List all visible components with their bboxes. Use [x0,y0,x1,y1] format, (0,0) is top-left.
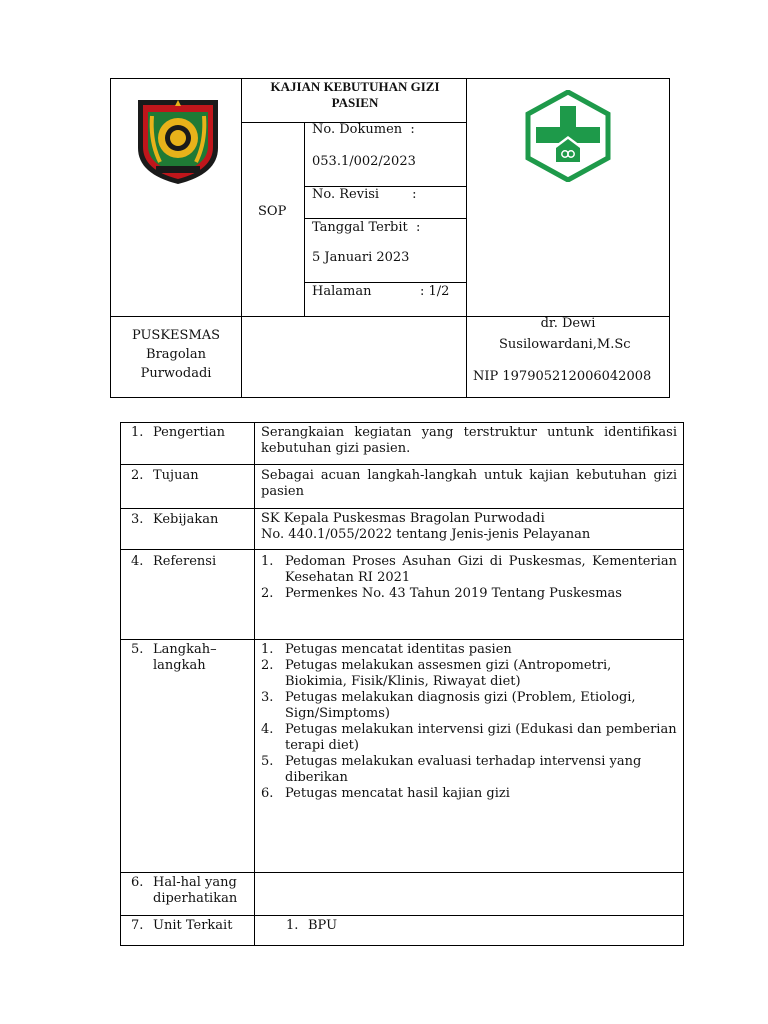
document-title: KAJIAN KEBUTUHAN GIZI PASIEN [270,79,440,110]
section-2-number: 2. [131,468,144,483]
item-text: Petugas melakukan diagnosis gizi (Problem, Etiologi, Sign/Simptoms) [285,690,636,721]
section-6-label-line-2: diperhatikan [153,891,238,906]
list-item [261,586,677,602]
list-item [261,554,677,586]
item-text: Pedoman Proses Asuhan Gizi di Puskesmas, Kementerian Kesehatan RI 2021 [285,554,677,585]
unit-item-text: BPU [308,918,338,933]
section-1-number: 1. [131,425,144,440]
section-5-label-line-1: Langkah– [153,642,217,657]
signer-name-line-1: dr. Dewi [540,316,596,331]
section-2-text: Sebagai acuan langkah-langkah untuk kajian kebutuhan gizi pasien [261,468,677,499]
puskesmas-logo-icon [522,90,614,182]
page-label: Halaman [312,284,372,299]
list-item [261,642,677,658]
item-text: Petugas mencatat hasil kajian gizi [285,786,510,801]
reference-list [261,554,677,602]
steps-list [261,642,677,802]
signer-nip: NIP 197905212006042008 [473,369,652,384]
item-number: 2. [261,586,274,601]
list-item [261,690,677,722]
item-text: Petugas melakukan evaluasi terhadap intervensi yang diberikan [285,754,642,785]
section-4-number: 4. [131,554,144,569]
section-7-number: 7. [131,918,144,933]
section-7-label: Unit Terkait [153,918,233,933]
section-3-label: Kebijakan [153,512,219,527]
doc-no-value: 053.1/002/2023 [312,154,416,169]
item-number: 1. [261,642,274,657]
section-1-label: Pengertian [153,425,225,440]
revision-label: No. Revisi : [312,187,417,202]
unit-item-number: 1. [286,918,299,933]
item-number: 4. [261,722,274,737]
signer-name-line-2: Susilowardani,M.Sc [499,337,631,352]
section-1-text: Serangkaian kegiatan yang terstruktur untunk identifikasi kebutuhan gizi pasien. [261,425,677,456]
list-item [261,754,677,786]
section-3-number: 3. [131,512,144,527]
org-line-1: PUSKESMAS [131,328,221,343]
list-item [261,786,677,802]
item-text: Petugas melakukan assesmen gizi (Antropometri, Biokimia, Fisik/Klinis, Riwayat diet) [285,658,612,689]
item-text: Petugas mencatat identitas pasien [285,642,512,657]
regency-emblem-icon [130,92,226,188]
section-3-line-2: No. 440.1/055/2022 tentang Jenis-jenis Pelayanan [261,527,591,542]
list-item [261,722,677,754]
section-5-label-line-2: langkah [153,658,206,673]
doc-no-label: No. Dokumen : [312,122,415,137]
item-number: 1. [261,554,274,569]
organization-name [111,326,241,383]
issue-date-value: 5 Januari 2023 [312,250,410,265]
item-text: Petugas melakukan intervensi gizi (Edukasi dan pemberian terapi diet) [285,722,677,753]
section-6-number: 6. [131,875,144,890]
issue-date-label: Tanggal Terbit : [312,220,421,235]
item-number: 3. [261,690,274,705]
item-number: 5. [261,754,274,769]
section-4-label: Referensi [153,554,217,569]
section-6-label-line-1: Hal-hal yang [153,875,237,890]
org-line-2: Bragolan [146,347,206,362]
item-text: Permenkes No. 43 Tahun 2019 Tentang Puskesmas [285,586,622,601]
item-number: 2. [261,658,274,673]
section-2-label: Tujuan [153,468,199,483]
section-5-number: 5. [131,642,144,657]
org-line-3: Purwodadi [140,366,212,381]
page-value: : 1/2 [420,284,450,299]
section-3-line-1: SK Kepala Puskesmas Bragolan Purwodadi [261,511,545,526]
list-item [261,658,677,690]
item-number: 6. [261,786,274,801]
sop-label: SOP [258,204,287,219]
